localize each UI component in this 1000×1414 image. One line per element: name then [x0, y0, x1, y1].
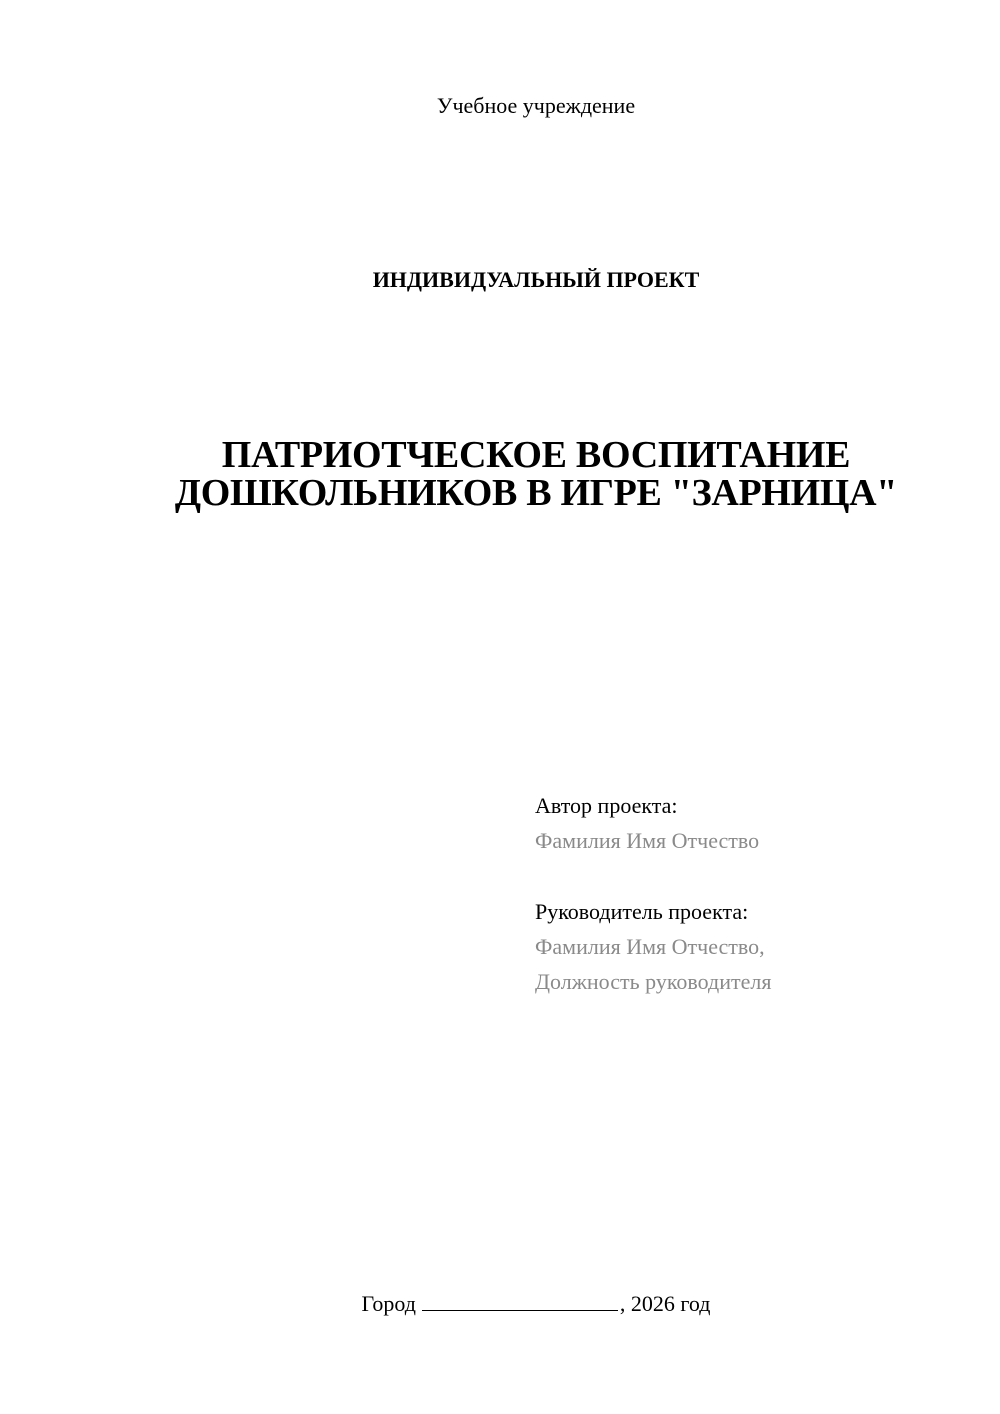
- city-blank-line: [422, 1290, 618, 1311]
- city-label: Город: [361, 1291, 416, 1316]
- project-title: [0, 436, 1000, 512]
- project-title-line-1: ПАТРИОТЧЕСКОЕ ВОСПИТАНИЕ: [221, 434, 851, 476]
- document-type: ИНДИВИДУАЛЬНЫЙ ПРОЕКТ: [372, 267, 700, 292]
- supervisor-name: Фамилия Имя Отчество,: [535, 934, 765, 959]
- credits-block: [535, 788, 975, 999]
- supervisor-label: Руководитель проекта:: [535, 899, 749, 924]
- year-text: , 2026 год: [619, 1291, 711, 1316]
- footer-city-year: [0, 1290, 1000, 1318]
- author-label: Автор проекта:: [535, 793, 678, 818]
- author-name: Фамилия Имя Отчество: [535, 828, 760, 853]
- credits-spacer: [535, 858, 975, 894]
- project-title-line-2: ДОШКОЛЬНИКОВ В ИГРЕ "ЗАРНИЦА": [174, 472, 898, 514]
- institution-name: Учебное учреждение: [436, 93, 636, 118]
- supervisor-position: Должность руководителя: [535, 969, 772, 994]
